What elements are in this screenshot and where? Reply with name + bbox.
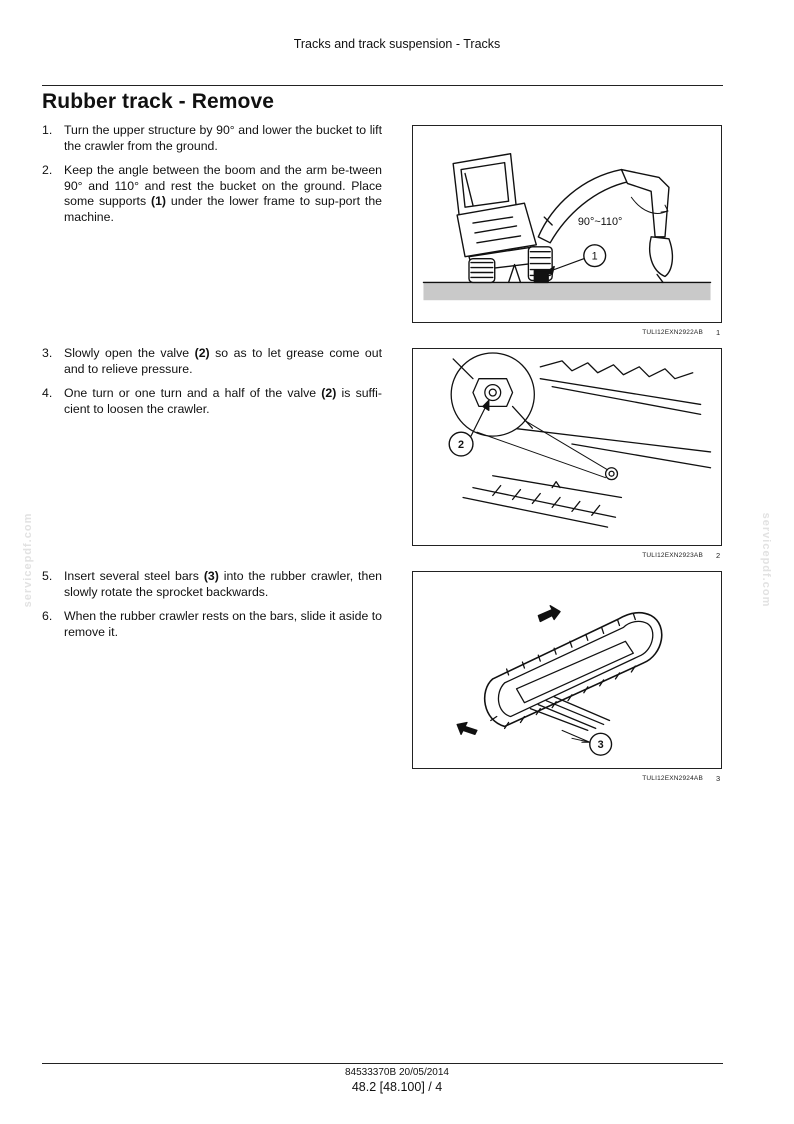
footer-rule — [42, 1063, 723, 1064]
step-text-segment: When the rubber crawler rests on the bars, slide it aside to remove it. — [64, 609, 382, 639]
step-item — [42, 123, 382, 154]
figure-3-crawler-on-bars — [412, 571, 722, 769]
running-header: Tracks and track suspension - Tracks — [293, 37, 501, 51]
figure-1-illustration — [413, 126, 721, 322]
figure-3-number: 3 — [716, 774, 721, 783]
step-text-ref: (3) — [203, 569, 219, 583]
step-text — [64, 609, 382, 640]
step-text — [64, 569, 382, 600]
step-text-ref: (2) — [194, 346, 210, 360]
figure-3-ref: TULI12EXN2924AB — [642, 775, 703, 782]
step-text-segment: under the lower frame to sup-port the machine. — [64, 194, 382, 224]
step-text-segment: into the rubber crawler, then slowly rotate the sprocket backwards. — [64, 569, 382, 599]
step-number: 6. — [42, 609, 53, 623]
figure-1-ref: TULI12EXN2922AB — [642, 329, 703, 336]
step-text — [64, 386, 382, 417]
footer-page-number: 48.2 [48.100] / 4 — [351, 1080, 443, 1094]
watermark-left: servicepdf.com — [22, 512, 34, 608]
step-text-segment: Keep the angle between the boom and the arm be-tween 90° and 110° and rest the bucket on the ground. Place some supports — [64, 163, 382, 208]
step-text — [64, 123, 382, 154]
steps-group-2 — [42, 346, 382, 426]
step-number: 1. — [42, 123, 53, 137]
step-item — [42, 346, 382, 377]
step-text-segment: is suffi-cient to loosen the crawler. — [64, 386, 382, 416]
step-item — [42, 609, 382, 640]
steps-group-1 — [42, 123, 382, 234]
step-item — [42, 386, 382, 417]
page-title: Rubber track - Remove — [42, 90, 275, 113]
figure-1-number: 1 — [716, 328, 721, 337]
step-text-segment: Turn the upper structure by 90° and lower the bucket to lift the crawler from the ground. — [64, 123, 382, 153]
watermark-right: servicepdf.com — [760, 512, 772, 608]
step-text-segment: Slowly open the valve — [64, 346, 195, 360]
step-number: 2. — [42, 163, 53, 177]
step-item — [42, 569, 382, 600]
angle-label: 90°~110° — [577, 215, 623, 228]
figure-1-excavator-supported — [412, 125, 722, 323]
step-text-ref: (1) — [151, 194, 167, 208]
figure-2-number: 2 — [716, 551, 721, 560]
figure-2-illustration — [413, 349, 721, 545]
step-text-ref: (2) — [321, 386, 337, 400]
figure-3-illustration — [413, 572, 721, 768]
step-number: 4. — [42, 386, 53, 400]
step-number: 3. — [42, 346, 53, 360]
step-number: 5. — [42, 569, 53, 583]
footer-doc-code: 84533370B 20/05/2014 — [345, 1067, 449, 1078]
header-rule — [42, 85, 723, 86]
steps-group-3 — [42, 569, 382, 649]
step-text — [64, 163, 382, 225]
callout-2: 2 — [458, 438, 465, 451]
step-text-segment: Insert several steel bars — [64, 569, 204, 583]
step-text-segment: so as to let grease come out and to relieve pressure. — [64, 346, 382, 376]
figure-2-grease-valve — [412, 348, 722, 546]
figure-2-ref: TULI12EXN2923AB — [642, 552, 703, 559]
callout-3: 3 — [597, 739, 604, 752]
step-item — [42, 163, 382, 225]
callout-1: 1 — [591, 250, 598, 263]
step-text — [64, 346, 382, 377]
step-text-segment: One turn or one turn and a half of the valve — [64, 386, 322, 400]
